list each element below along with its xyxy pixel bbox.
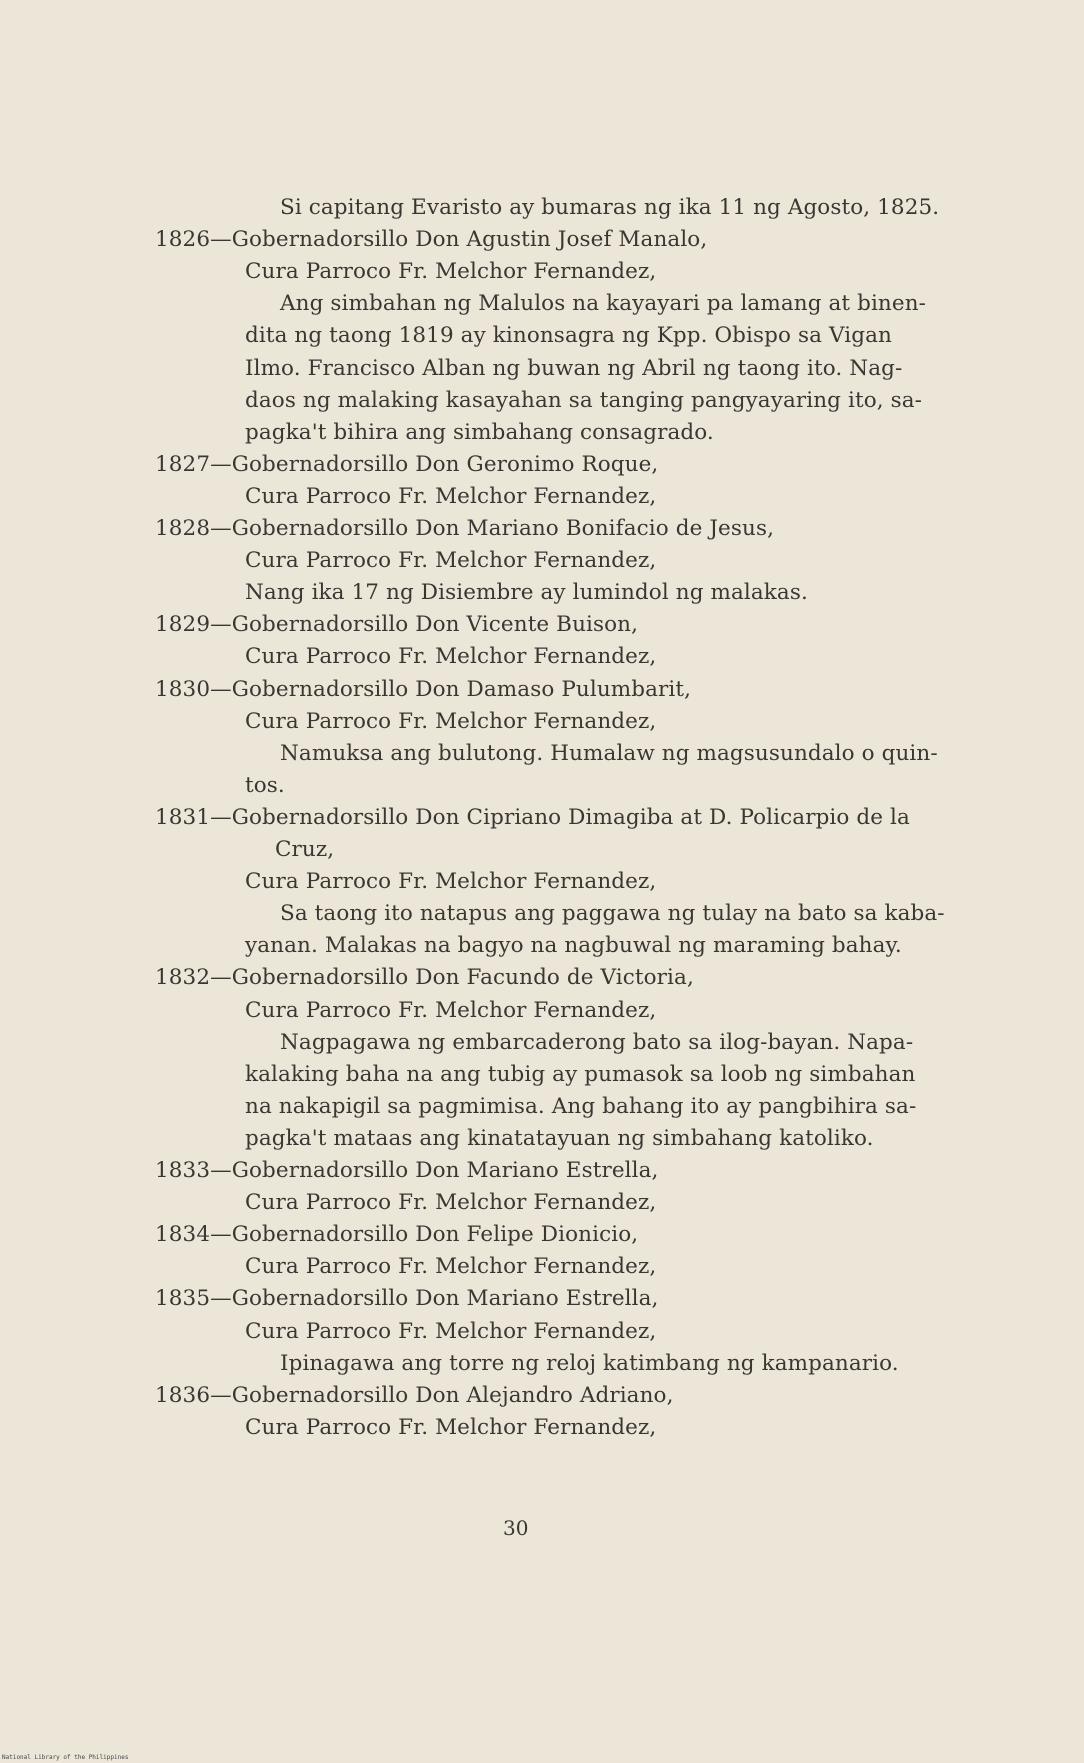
text-line: pagka't mataas ang kinatatayuan ng simbahang katoliko. [245,1125,874,1151]
text-line: Cura Parroco Fr. Melchor Fernandez, [245,997,657,1023]
text-line: 1836—Gobernadorsillo Don Alejandro Adriano, [155,1382,674,1408]
text-line: Sa taong ito natapus ang paggawa ng tulay na bato sa kaba- [280,901,945,927]
text-line: yanan. Malakas na bagyo na nagbuwal ng maraming bahay. [245,933,902,959]
text-line: Cura Parroco Fr. Melchor Fernandez, [245,1318,657,1344]
text-line: 1834—Gobernadorsillo Don Felipe Dionicio, [155,1222,639,1248]
text-line: 1827—Gobernadorsillo Don Geronimo Roque, [155,451,659,477]
library-footer: National Library of the Philippines [2,1754,129,1761]
text-line: Nagpagawa ng embarcaderong bato sa ilog-bayan. Napa- [280,1029,914,1055]
text-line: daos ng malaking kasayahan sa tanging pangyayaring ito, sa- [245,387,923,413]
text-line: dita ng taong 1819 ay kinonsagra ng Kpp. Obispo sa Vigan [245,323,892,349]
text-line: Ang simbahan ng Malulos na kayayari pa lamang at binen- [280,291,927,317]
text-line: 1831—Gobernadorsillo Don Cipriano Dimagiba at D. Policarpio de la [155,804,910,830]
text-line: Ilmo. Francisco Alban ng buwan ng Abril ng taong ito. Nag- [245,355,903,381]
text-line: na nakapigil sa pagmimisa. Ang bahang ito ay pangbihira sa- [245,1093,917,1119]
text-line: pagka't bihira ang simbahang consagrado. [245,419,714,445]
text-line: Cura Parroco Fr. Melchor Fernandez, [245,548,657,574]
text-line: Cura Parroco Fr. Melchor Fernandez, [245,1414,657,1440]
text-line: Cura Parroco Fr. Melchor Fernandez, [245,708,657,734]
text-line: 1829—Gobernadorsillo Don Vicente Buison, [155,612,639,638]
text-line: Cura Parroco Fr. Melchor Fernandez, [245,483,657,509]
text-line: 1832—Gobernadorsillo Don Facundo de Victoria, [155,965,694,991]
text-line: 1830—Gobernadorsillo Don Damaso Pulumbarit, [155,676,692,702]
text-line: Nang ika 17 ng Disiembre ay lumindol ng malakas. [245,580,808,606]
text-line: Cura Parroco Fr. Melchor Fernandez, [245,1190,657,1216]
text-line: Cura Parroco Fr. Melchor Fernandez, [245,259,657,285]
page-number: 30 [503,1516,529,1540]
text-line: 1828—Gobernadorsillo Don Mariano Bonifacio de Jesus, [155,516,775,541]
text-line: Cura Parroco Fr. Melchor Fernandez, [245,1254,657,1280]
text-line: 1835—Gobernadorsillo Don Mariano Estrella, [155,1286,659,1312]
text-line: tos. [245,772,285,798]
text-line: 1826—Gobernadorsillo Don Agustin Josef Manalo, [155,227,708,253]
text-line: Cura Parroco Fr. Melchor Fernandez, [245,869,657,895]
text-line: Cura Parroco Fr. Melchor Fernandez, [245,644,657,670]
text-line: kalaking baha na ang tubig ay pumasok sa loob ng simbahan [245,1061,916,1087]
text-line: 1833—Gobernadorsillo Don Mariano Estrella, [155,1158,659,1183]
text-line: Namuksa ang bulutong. Humalaw ng magsusundalo o quin- [280,740,938,766]
text-line: Ipinagawa ang torre ng reloj katimbang ng kampanario. [280,1350,899,1376]
text-line: Si capitang Evaristo ay bumaras ng ika 11 ng Agosto, 1825. [280,195,940,220]
text-line: Cruz, [275,837,335,862]
